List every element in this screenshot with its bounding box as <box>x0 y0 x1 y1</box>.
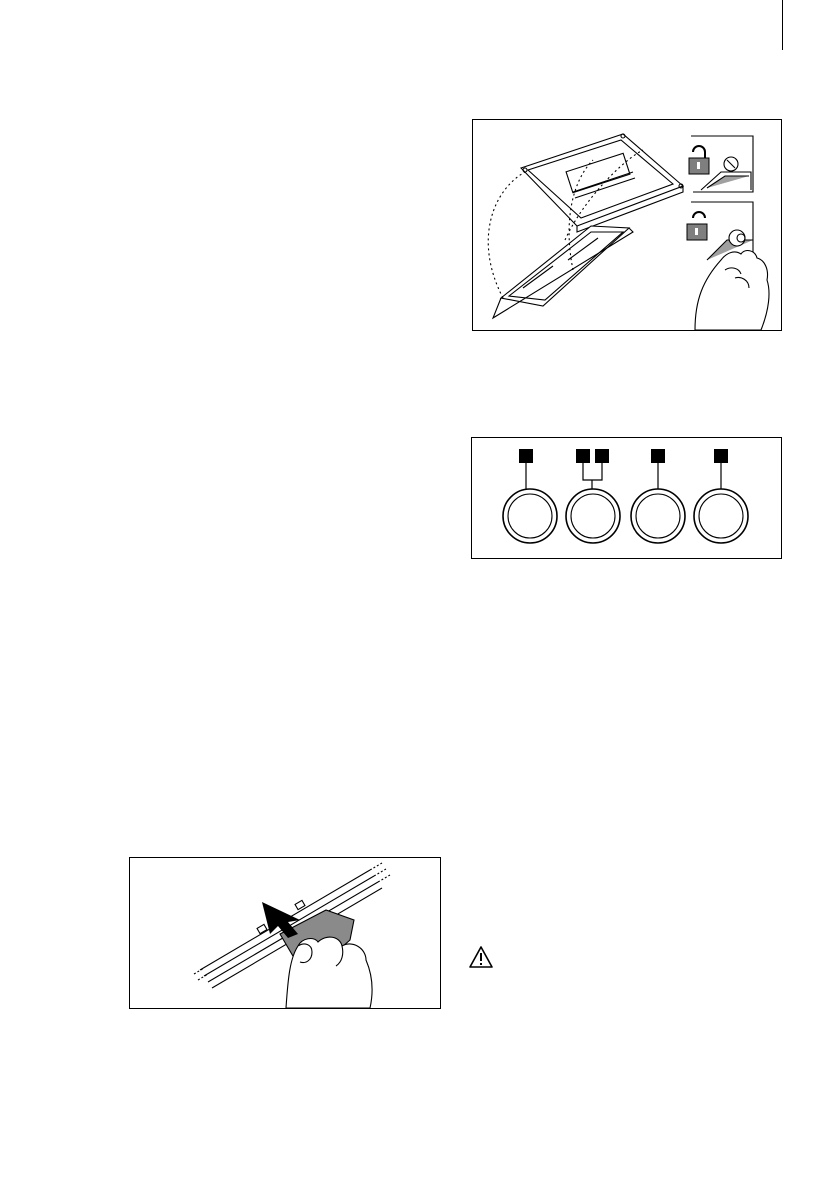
control-knobs-illustration <box>472 438 781 558</box>
knob-label-marker-5 <box>714 449 728 463</box>
grease-filter-slide-figure <box>129 857 441 1009</box>
knob-label-marker-2 <box>576 449 590 463</box>
knob-label-marker-1 <box>519 449 533 463</box>
warning-triangle-icon <box>468 945 494 969</box>
page-cut-mark <box>782 0 783 50</box>
control-knob-2 <box>566 489 620 543</box>
lock-closed-icon <box>689 146 709 174</box>
control-knobs-figure <box>471 437 782 559</box>
lock-open-icon <box>687 212 707 240</box>
arrow-icon <box>262 902 300 938</box>
control-knob-1 <box>503 489 557 543</box>
control-knob-3 <box>631 489 685 543</box>
knob-label-marker-3 <box>595 449 609 463</box>
knob-label-marker-4 <box>651 449 665 463</box>
control-knob-4 <box>694 489 748 543</box>
hand-icon <box>286 937 372 1008</box>
filter-removal-figure <box>472 119 782 331</box>
hand-icon <box>695 251 769 330</box>
grease-filter-slide-illustration <box>130 858 440 1008</box>
filter-removal-illustration <box>473 120 781 330</box>
